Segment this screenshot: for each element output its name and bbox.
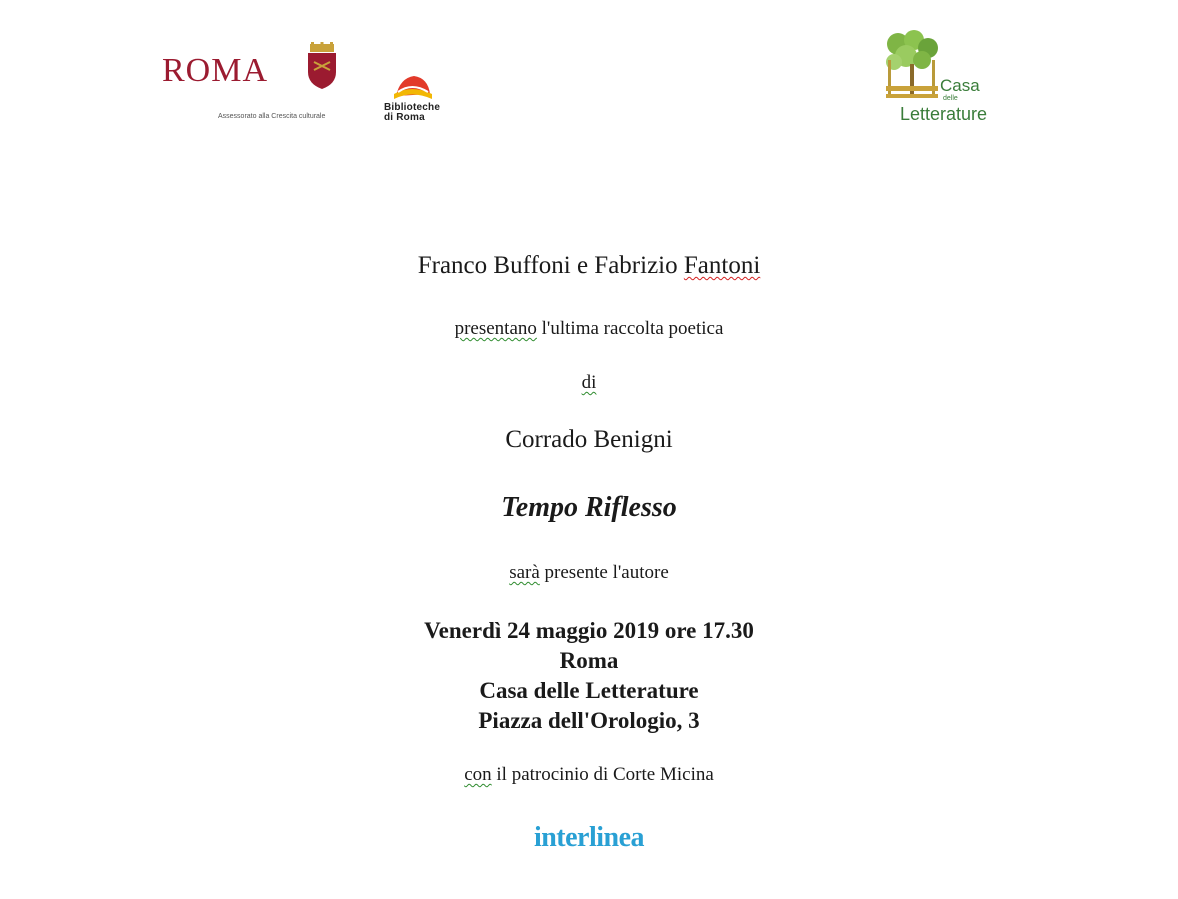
presenters-line: [0, 252, 1178, 280]
sara-word: sarà: [509, 562, 540, 583]
event-address: Piazza dell'Orologio, 3: [478, 708, 700, 733]
book-title: Tempo Riflesso: [501, 492, 677, 523]
event-venue: Casa delle Letterature: [479, 678, 699, 703]
biblioteche-name: [384, 103, 440, 123]
roma-crest-icon: [305, 42, 339, 90]
author-present-rest: presente l'autore: [539, 562, 669, 583]
event-city: Roma: [559, 648, 619, 673]
con-word: con: [464, 764, 492, 785]
event-details: [0, 616, 1178, 736]
author-present-line: [0, 562, 1178, 584]
delle-word: delle: [943, 95, 958, 102]
book-icon: [390, 72, 434, 102]
tree-icon: [884, 30, 940, 104]
di-line: [0, 372, 1178, 394]
presentation-line: [0, 318, 1178, 340]
letterature-word: Letterature: [900, 104, 988, 124]
patronage-line: [0, 764, 1178, 786]
di-word: di: [581, 372, 597, 393]
roma-wordmark: ROMA: [162, 52, 269, 89]
presentano-word: presentano: [454, 318, 537, 339]
roma-subtitle: Assessorato alla Crescita culturale: [218, 113, 326, 120]
presenters-names: Franco Buffoni e Fabrizio: [417, 252, 684, 279]
event-date: Venerdì 24 maggio 2019 ore 17.30: [424, 618, 754, 643]
publisher-logo: interlinea: [533, 822, 645, 853]
presenters-surname: Fantoni: [683, 252, 761, 279]
patronage-rest: il patrocinio di Corte Micina: [491, 764, 714, 785]
casa-word: Casa: [940, 76, 980, 95]
biblioteche-line1: Biblioteche: [384, 102, 441, 113]
author-name: Corrado Benigni: [505, 426, 673, 453]
presentation-rest: l'ultima raccolta poetica: [536, 318, 724, 339]
biblioteche-line2: di Roma: [384, 112, 425, 123]
